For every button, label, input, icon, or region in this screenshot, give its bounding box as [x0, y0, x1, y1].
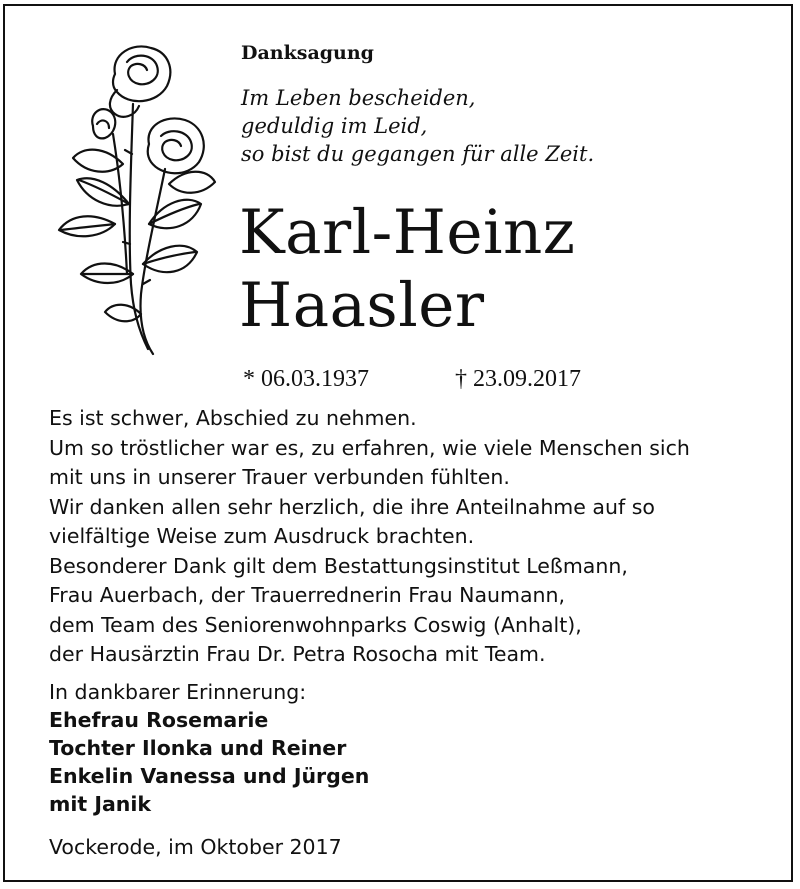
- text-line: Wir danken allen sehr herzlich, die ihre Anteilnahme auf so: [49, 494, 655, 519]
- text-line: Frau Auerbach, der Trauerrednerin Frau Naumann,: [49, 583, 566, 607]
- place-and-date: Vockerode, im Oktober 2017: [49, 835, 342, 859]
- signoff: [49, 678, 369, 818]
- mourner-name: Tochter Ilonka und Reiner: [49, 736, 347, 760]
- text-line: dem Team des Seniorenwohnparks Coswig (Anhalt),: [49, 612, 582, 637]
- birth-date: * 06.03.1937: [243, 366, 369, 392]
- deceased-first-name: Karl-Heinz: [239, 197, 576, 268]
- text-line: vielfältige Weise zum Ausdruck brachten.: [49, 524, 475, 548]
- rose-illustration-icon: [53, 34, 223, 369]
- mourner-name: mit Janik: [49, 792, 152, 816]
- death-date: † 23.09.2017: [455, 366, 581, 392]
- text-line: Es ist schwer, Abschied zu nehmen.: [49, 406, 417, 430]
- signoff-intro: In dankbarer Erinnerung:: [49, 680, 307, 704]
- thank-you-text: [49, 404, 789, 670]
- text-line: mit uns in unserer Trauer verbunden fühlten.: [49, 465, 510, 489]
- mourner-name: Enkelin Vanessa und Jürgen: [49, 764, 370, 788]
- poem-line: Im Leben bescheiden,: [241, 86, 476, 110]
- poem: [241, 84, 594, 168]
- text-line: Um so tröstlicher war es, zu erfahren, wie viele Menschen sich: [49, 435, 690, 460]
- text-line: der Hausärztin Frau Dr. Petra Rosocha mit Team.: [49, 642, 546, 666]
- obituary-frame: [3, 4, 793, 882]
- deceased-name: [239, 196, 575, 342]
- deceased-last-name: Haasler: [239, 270, 485, 341]
- poem-line: geduldig im Leid,: [241, 114, 428, 138]
- poem-line: so bist du gegangen für alle Zeit.: [241, 142, 595, 166]
- mourner-name: Ehefrau Rosemarie: [49, 708, 269, 732]
- text-line: Besonderer Dank gilt dem Bestattungsinstitut Leßmann,: [49, 553, 628, 578]
- heading-danksagung: Danksagung: [241, 42, 374, 64]
